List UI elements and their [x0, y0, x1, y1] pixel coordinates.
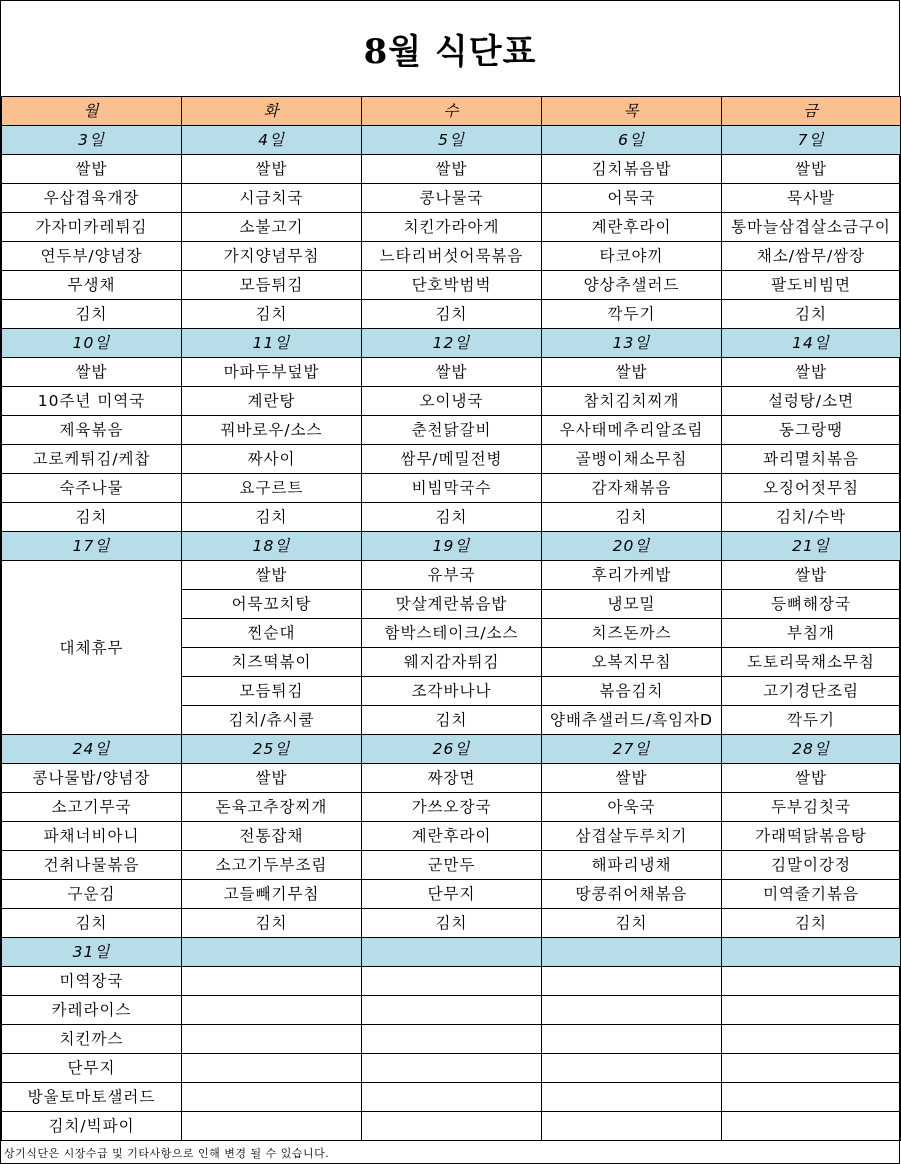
menu-item: 콩나물밥/양념장: [2, 764, 182, 793]
menu-item: 계란후라이: [362, 822, 542, 851]
menu-item: 시금치국: [182, 184, 362, 213]
menu-item: 묵사발: [722, 184, 901, 213]
weekday-header: 금: [722, 97, 901, 126]
menu-item: 해파리냉채: [542, 851, 722, 880]
menu-item: 연두부/양념장: [2, 242, 182, 271]
menu-item: 김치: [2, 300, 182, 329]
date-header: [182, 938, 362, 967]
menu-item: 미역장국: [2, 967, 182, 996]
menu-row: [2, 387, 901, 416]
date-header: 4일: [182, 126, 362, 155]
menu-item: 김치: [542, 909, 722, 938]
menu-item: 가지양념무침: [182, 242, 362, 271]
menu-item: 채소/쌈무/쌈장: [722, 242, 901, 271]
menu-item: 김치: [722, 300, 901, 329]
menu-row: [2, 416, 901, 445]
menu-row: [2, 300, 901, 329]
menu-item: 전통잡채: [182, 822, 362, 851]
menu-item: [722, 1112, 901, 1141]
menu-item: [722, 1054, 901, 1083]
menu-item: 춘천닭갈비: [362, 416, 542, 445]
menu-item: 고들빼기무침: [182, 880, 362, 909]
weekday-header-row: [2, 97, 901, 126]
menu-item: 단무지: [362, 880, 542, 909]
menu-table: [1, 96, 901, 1141]
menu-item: 단호박범벅: [362, 271, 542, 300]
menu-item: 고로케튀김/케찹: [2, 445, 182, 474]
menu-item: [362, 967, 542, 996]
weekday-header: 목: [542, 97, 722, 126]
menu-item: 동그랑땡: [722, 416, 901, 445]
menu-item: 모듬튀김: [182, 271, 362, 300]
menu-item: 쌀밥: [2, 155, 182, 184]
footnote: 상기식단은 시장수급 및 기타사항으로 인해 변경 될 수 있습니다.: [4, 1147, 330, 1160]
menu-item: 쌀밥: [542, 764, 722, 793]
weekday-header: 수: [362, 97, 542, 126]
menu-item: 계란후라이: [542, 213, 722, 242]
date-header-row: [2, 329, 901, 358]
menu-item: [362, 996, 542, 1025]
date-header-row: [2, 938, 901, 967]
menu-item: 감자채볶음: [542, 474, 722, 503]
menu-item: 김치: [2, 909, 182, 938]
menu-item: 소고기두부조림: [182, 851, 362, 880]
menu-item: 참치김치찌개: [542, 387, 722, 416]
menu-item: 구운김: [2, 880, 182, 909]
menu-item: 찐순대: [182, 619, 362, 648]
menu-item: 맛살계란볶음밥: [362, 590, 542, 619]
date-header: 31일: [2, 938, 182, 967]
menu-item: 김치: [362, 300, 542, 329]
menu-row: [2, 1083, 901, 1112]
date-header-row: [2, 532, 901, 561]
menu-item: 쌀밥: [2, 358, 182, 387]
date-header: 19일: [362, 532, 542, 561]
weekday-header: 월: [2, 97, 182, 126]
menu-row: [2, 1025, 901, 1054]
menu-item: 치킨까스: [2, 1025, 182, 1054]
menu-row: [2, 184, 901, 213]
menu-row: [2, 242, 901, 271]
menu-item: 김치: [182, 300, 362, 329]
menu-item: 가쓰오장국: [362, 793, 542, 822]
menu-row: [2, 1112, 901, 1141]
menu-item: 두부김칫국: [722, 793, 901, 822]
menu-item: 웨지감자튀김: [362, 648, 542, 677]
menu-item: 김치/빅파이: [2, 1112, 182, 1141]
menu-item: 양배추샐러드/흑임자D: [542, 706, 722, 735]
menu-item: 제육볶음: [2, 416, 182, 445]
menu-item: 부침개: [722, 619, 901, 648]
menu-item: 치즈떡볶이: [182, 648, 362, 677]
menu-item: 방울토마토샐러드: [2, 1083, 182, 1112]
menu-item: 치킨가라아게: [362, 213, 542, 242]
menu-item: [542, 1083, 722, 1112]
menu-item: 쌀밥: [182, 561, 362, 590]
date-header: 24일: [2, 735, 182, 764]
menu-item: [362, 1083, 542, 1112]
menu-item: 계란탕: [182, 387, 362, 416]
menu-item: 타코야끼: [542, 242, 722, 271]
menu-item: 김치: [362, 706, 542, 735]
date-header: 25일: [182, 735, 362, 764]
menu-row: [2, 271, 901, 300]
menu-item: 오이냉국: [362, 387, 542, 416]
menu-row: [2, 909, 901, 938]
menu-item: [182, 1054, 362, 1083]
menu-item: [182, 967, 362, 996]
menu-item: 김치/수박: [722, 503, 901, 532]
menu-item: 파채너비아니: [2, 822, 182, 851]
menu-item: 돈육고추장찌개: [182, 793, 362, 822]
menu-item: 쌈무/메밀전병: [362, 445, 542, 474]
menu-item: 깍두기: [722, 706, 901, 735]
holiday-cell: 대체휴무: [2, 561, 182, 735]
menu-item: 군만두: [362, 851, 542, 880]
menu-item: 김말이강정: [722, 851, 901, 880]
date-header: 21일: [722, 532, 901, 561]
menu-item: 쌀밥: [722, 561, 901, 590]
menu-item: [542, 996, 722, 1025]
menu-item: 오복지무침: [542, 648, 722, 677]
menu-item: 요구르트: [182, 474, 362, 503]
menu-row: [2, 996, 901, 1025]
menu-item: [722, 1025, 901, 1054]
date-header: 11일: [182, 329, 362, 358]
menu-item: 쌀밥: [362, 155, 542, 184]
date-header-row: [2, 735, 901, 764]
menu-item: 카레라이스: [2, 996, 182, 1025]
menu-item: 깍두기: [542, 300, 722, 329]
menu-item: 고기경단조림: [722, 677, 901, 706]
menu-item: 김치: [542, 503, 722, 532]
date-header: 20일: [542, 532, 722, 561]
menu-row: [2, 880, 901, 909]
menu-item: 아욱국: [542, 793, 722, 822]
menu-row: [2, 1054, 901, 1083]
menu-row: [2, 561, 901, 590]
menu-item: 통마늘삼겹살소금구이: [722, 213, 901, 242]
menu-item: 우사태메추리알조림: [542, 416, 722, 445]
menu-item: 꽈리멸치볶음: [722, 445, 901, 474]
menu-item: 김치: [362, 503, 542, 532]
menu-item: 짜사이: [182, 445, 362, 474]
menu-item: 비빔막국수: [362, 474, 542, 503]
date-header: [362, 938, 542, 967]
menu-item: [182, 996, 362, 1025]
menu-item: 김치/츄시쿨: [182, 706, 362, 735]
menu-row: [2, 474, 901, 503]
menu-item: [362, 1112, 542, 1141]
menu-item: 유부국: [362, 561, 542, 590]
menu-item: 우삽겹육개장: [2, 184, 182, 213]
menu-row: [2, 764, 901, 793]
menu-row: [2, 213, 901, 242]
date-header: 13일: [542, 329, 722, 358]
menu-item: 김치: [362, 909, 542, 938]
date-header-row: [2, 126, 901, 155]
menu-item: 조각바나나: [362, 677, 542, 706]
menu-item: [542, 1025, 722, 1054]
menu-item: 함박스테이크/소스: [362, 619, 542, 648]
menu-item: 어묵국: [542, 184, 722, 213]
date-header: 17일: [2, 532, 182, 561]
menu-item: 설렁탕/소면: [722, 387, 901, 416]
date-header: 3일: [2, 126, 182, 155]
menu-item: 양상추샐러드: [542, 271, 722, 300]
menu-item: [542, 1112, 722, 1141]
menu-item: 마파두부덮밥: [182, 358, 362, 387]
menu-item: [182, 1083, 362, 1112]
menu-item: 김치: [182, 909, 362, 938]
menu-item: [722, 1083, 901, 1112]
menu-item: 숙주나물: [2, 474, 182, 503]
menu-item: 도토리묵채소무침: [722, 648, 901, 677]
menu-item: [362, 1025, 542, 1054]
menu-item: 미역줄기볶음: [722, 880, 901, 909]
menu-item: 김치: [2, 503, 182, 532]
menu-item: [542, 967, 722, 996]
menu-item: 건취나물볶음: [2, 851, 182, 880]
menu-item: 모듬튀김: [182, 677, 362, 706]
menu-item: [722, 967, 901, 996]
menu-row: [2, 358, 901, 387]
menu-row: [2, 503, 901, 532]
menu-item: 치즈돈까스: [542, 619, 722, 648]
menu-item: 10주년 미역국: [2, 387, 182, 416]
menu-table-body: [2, 97, 901, 1141]
date-header: 12일: [362, 329, 542, 358]
date-header: [722, 938, 901, 967]
date-header: 18일: [182, 532, 362, 561]
date-header: 27일: [542, 735, 722, 764]
menu-row: [2, 851, 901, 880]
date-header: [542, 938, 722, 967]
menu-item: [542, 1054, 722, 1083]
menu-item: 삼겹살두루치기: [542, 822, 722, 851]
menu-item: 김치볶음밥: [542, 155, 722, 184]
date-header: 5일: [362, 126, 542, 155]
weekday-header: 화: [182, 97, 362, 126]
date-header: 6일: [542, 126, 722, 155]
date-header: 28일: [722, 735, 901, 764]
menu-item: 후리가케밥: [542, 561, 722, 590]
menu-item: 단무지: [2, 1054, 182, 1083]
menu-item: 쌀밥: [722, 155, 901, 184]
menu-item: 느타리버섯어묵볶음: [362, 242, 542, 271]
date-header: 26일: [362, 735, 542, 764]
menu-item: 볶음김치: [542, 677, 722, 706]
menu-row: [2, 967, 901, 996]
menu-item: 김치: [182, 503, 362, 532]
menu-item: 무생채: [2, 271, 182, 300]
menu-item: 소고기무국: [2, 793, 182, 822]
menu-item: 꿔바로우/소스: [182, 416, 362, 445]
menu-row: [2, 445, 901, 474]
menu-item: [722, 996, 901, 1025]
menu-item: 쌀밥: [362, 358, 542, 387]
menu-item: 김치: [722, 909, 901, 938]
menu-row: [2, 793, 901, 822]
menu-item: 쌀밥: [182, 764, 362, 793]
date-header: 10일: [2, 329, 182, 358]
menu-item: 쌀밥: [722, 358, 901, 387]
date-header: 7일: [722, 126, 901, 155]
menu-item: 가자미카레튀김: [2, 213, 182, 242]
menu-item: 콩나물국: [362, 184, 542, 213]
menu-item: 소불고기: [182, 213, 362, 242]
menu-item: 골뱅이채소무침: [542, 445, 722, 474]
menu-item: 등뼈해장국: [722, 590, 901, 619]
page-title: 8월 식단표: [363, 32, 537, 72]
menu-item: 쌀밥: [182, 155, 362, 184]
menu-item: [182, 1025, 362, 1054]
menu-item: 쌀밥: [722, 764, 901, 793]
menu-item: [182, 1112, 362, 1141]
title-area: [1, 1, 899, 96]
menu-item: 어묵꼬치탕: [182, 590, 362, 619]
menu-item: 오징어젓무침: [722, 474, 901, 503]
menu-item: 팔도비빔면: [722, 271, 901, 300]
menu-item: 땅콩쥐어채볶음: [542, 880, 722, 909]
date-header: 14일: [722, 329, 901, 358]
menu-item: 짜장면: [362, 764, 542, 793]
menu-row: [2, 155, 901, 184]
menu-item: 가래떡닭볶음탕: [722, 822, 901, 851]
menu-row: [2, 822, 901, 851]
menu-item: [362, 1054, 542, 1083]
menu-item: 냉모밀: [542, 590, 722, 619]
menu-item: 쌀밥: [542, 358, 722, 387]
